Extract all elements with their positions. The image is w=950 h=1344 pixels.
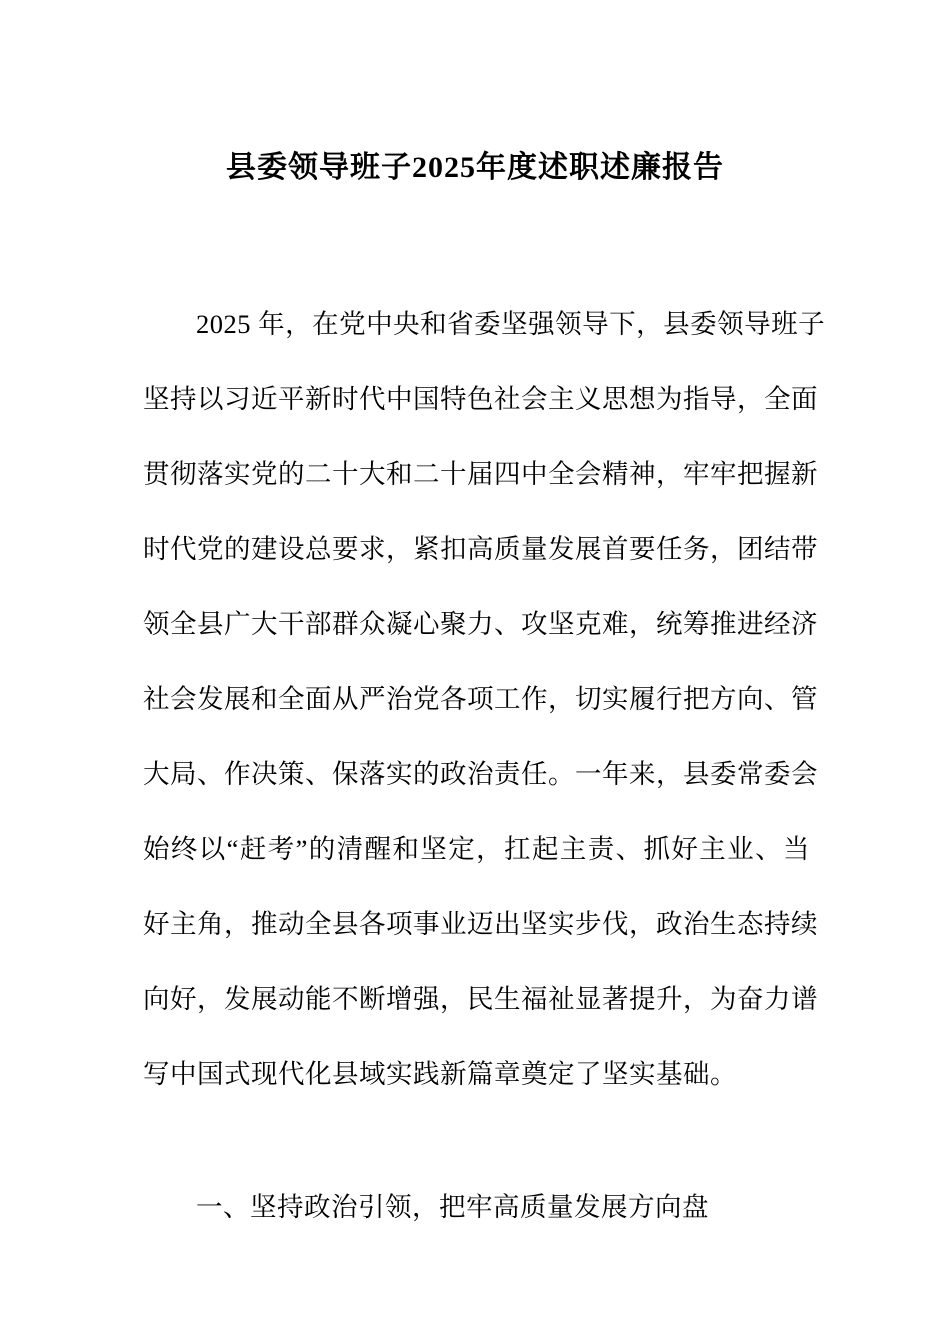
paragraph-line: 贯彻落实党的二十大和二十届四中全会精神，牢牢把握新 bbox=[143, 459, 818, 489]
document-body bbox=[0, 287, 950, 1245]
paragraph-line: 社会发展和全面从严治党各项工作，切实履行把方向、管 bbox=[143, 684, 818, 714]
paragraph-line: 好主角，推动全县各项事业迈出坚实步伐，政治生态持续 bbox=[143, 909, 818, 939]
paragraph-line: 时代党的建设总要求，紧扣高质量发展首要任务，团结带 bbox=[143, 534, 818, 564]
paragraph-line: 坚持以习近平新时代中国特色社会主义思想为指导，全面 bbox=[143, 384, 818, 414]
paragraph-line: 始终以“赶考”的清醒和坚定，扛起主责、抓好主业、当 bbox=[143, 834, 810, 864]
paragraph-line: 向好，发展动能不断增强，民生福祉显著提升，为奋力谱 bbox=[143, 984, 818, 1014]
intro-paragraph bbox=[143, 287, 826, 1112]
paragraph-line: 写中国式现代化县域实践新篇章奠定了坚实基础。 bbox=[143, 1059, 737, 1089]
document-title: 县委领导班子2025年度述职述廉报告 bbox=[226, 151, 724, 184]
paragraph-line: 领全县广大干部群众凝心聚力、攻坚克难，统筹推进经济 bbox=[143, 609, 818, 639]
paragraph-line: 2025 年，在党中央和省委坚强领导下，县委领导班子 bbox=[196, 309, 826, 339]
paragraph-line: 大局、作决策、保落实的政治责任。一年来，县委常委会 bbox=[143, 759, 818, 789]
section-heading: 一、坚持政治引领，把牢高质量发展方向盘 bbox=[196, 1192, 709, 1222]
